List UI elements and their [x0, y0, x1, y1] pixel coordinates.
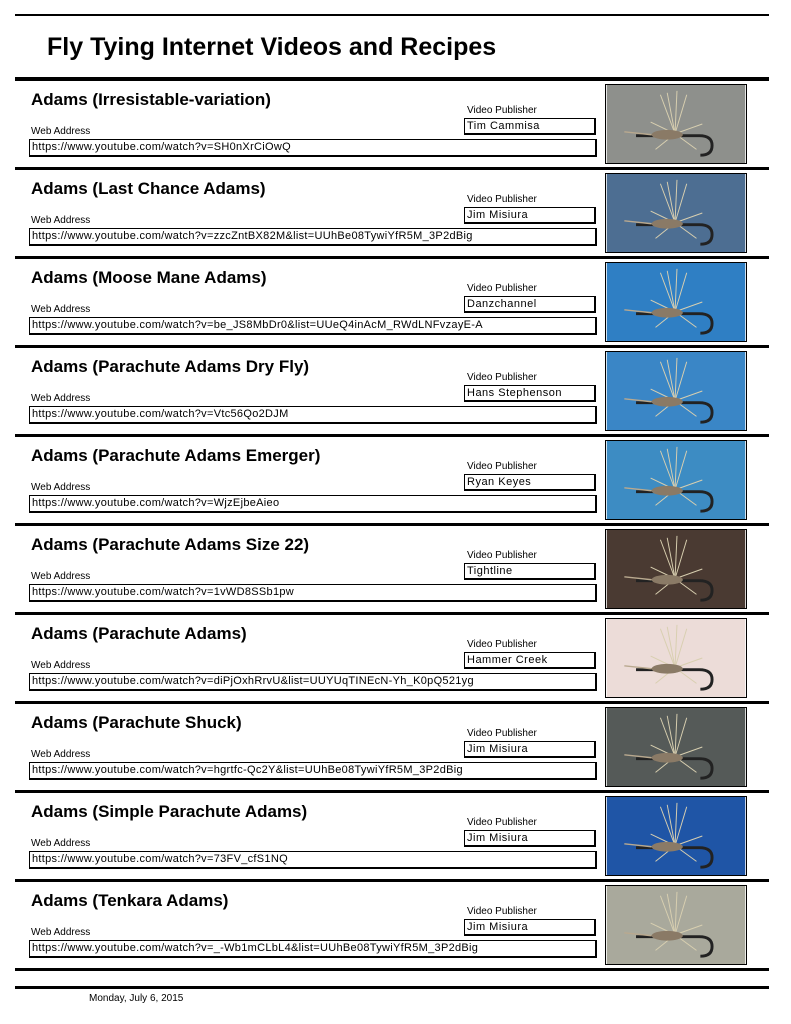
video-publisher-field[interactable]: Tightline — [464, 563, 596, 580]
web-address-field[interactable]: https://www.youtube.com/watch?v=1vWD8SSb1pw — [29, 584, 597, 602]
video-publisher-label: Video Publisher — [467, 105, 537, 116]
fly-name: Adams (Parachute Adams Dry Fly) — [31, 357, 310, 376]
entry-row — [15, 81, 769, 170]
video-publisher-field[interactable]: Danzchannel — [464, 296, 596, 313]
video-publisher-label: Video Publisher — [467, 817, 537, 828]
video-publisher-field[interactable]: Jim Misiura — [464, 741, 596, 758]
page-title: Fly Tying Internet Videos and Recipes — [47, 33, 497, 61]
fly-photo-simple-parachute — [605, 796, 747, 876]
entry-row — [15, 170, 769, 259]
video-publisher-label: Video Publisher — [467, 372, 537, 383]
web-address-label: Web Address — [31, 927, 91, 938]
fly-name: Adams (Last Chance Adams) — [31, 179, 266, 198]
web-address-label: Web Address — [31, 838, 91, 849]
web-address-label: Web Address — [31, 749, 91, 760]
web-address-field[interactable]: https://www.youtube.com/watch?v=_-Wb1mCLbL4&list=UUhBe08TywiYfR5M_3P2dBig — [29, 940, 597, 958]
fly-photo-parachute-dry — [605, 351, 747, 431]
footer-date: Monday, July 6, 2015 — [89, 993, 184, 1004]
web-address-label: Web Address — [31, 126, 91, 137]
web-address-field[interactable]: https://www.youtube.com/watch?v=zzcZntBX82M&list=UUhBe08TywiYfR5M_3P2dBig — [29, 228, 597, 246]
fly-photo-tenkara — [605, 885, 747, 965]
video-publisher-field[interactable]: Hammer Creek — [464, 652, 596, 669]
video-publisher-field[interactable]: Hans Stephenson — [464, 385, 596, 402]
fly-name: Adams (Parachute Adams) — [31, 624, 247, 643]
video-publisher-field[interactable]: Tim Cammisa — [464, 118, 596, 135]
entry-row — [15, 437, 769, 526]
fly-photo-parachute — [605, 618, 747, 698]
fly-photo-shuck — [605, 707, 747, 787]
video-publisher-label: Video Publisher — [467, 461, 537, 472]
fly-name: Adams (Tenkara Adams) — [31, 891, 229, 910]
fly-name: Adams (Parachute Adams Emerger) — [31, 446, 321, 465]
entry-row — [15, 704, 769, 793]
web-address-field[interactable]: https://www.youtube.com/watch?v=SH0nXrCiOwQ — [29, 139, 597, 157]
web-address-field[interactable]: https://www.youtube.com/watch?v=be_JS8MbDr0&list=UUeQ4inAcM_RWdLNFvzayE-A — [29, 317, 597, 335]
video-publisher-field[interactable]: Jim Misiura — [464, 830, 596, 847]
video-publisher-label: Video Publisher — [467, 906, 537, 917]
fly-name: Adams (Parachute Shuck) — [31, 713, 242, 732]
web-address-label: Web Address — [31, 571, 91, 582]
fly-name: Adams (Simple Parachute Adams) — [31, 802, 308, 821]
entry-row — [15, 882, 769, 971]
entry-list — [15, 81, 769, 971]
entry-row — [15, 259, 769, 348]
fly-photo-moose-mane — [605, 262, 747, 342]
fly-name: Adams (Irresistable-variation) — [31, 90, 271, 109]
entry-row — [15, 526, 769, 615]
video-publisher-label: Video Publisher — [467, 639, 537, 650]
video-publisher-field[interactable]: Ryan Keyes — [464, 474, 596, 491]
video-publisher-label: Video Publisher — [467, 194, 537, 205]
web-address-field[interactable]: https://www.youtube.com/watch?v=hgrtfc-Qc2Y&list=UUhBe08TywiYfR5M_3P2dBig — [29, 762, 597, 780]
fly-photo-last-chance — [605, 173, 747, 253]
entry-row — [15, 348, 769, 437]
web-address-field[interactable]: https://www.youtube.com/watch?v=WjzEjbeAieo — [29, 495, 597, 513]
web-address-field[interactable]: https://www.youtube.com/watch?v=diPjOxhRrvU&list=UUYUqTINEcN-Yh_K0pQ521yg — [29, 673, 597, 691]
entry-row — [15, 615, 769, 704]
footer-rule — [15, 986, 769, 989]
video-publisher-field[interactable]: Jim Misiura — [464, 919, 596, 936]
fly-name: Adams (Moose Mane Adams) — [31, 268, 267, 287]
web-address-field[interactable]: https://www.youtube.com/watch?v=Vtc56Qo2DJM — [29, 406, 597, 424]
video-publisher-label: Video Publisher — [467, 728, 537, 739]
fly-photo-irresistable — [605, 84, 747, 164]
web-address-label: Web Address — [31, 304, 91, 315]
web-address-label: Web Address — [31, 482, 91, 493]
web-address-label: Web Address — [31, 660, 91, 671]
fly-photo-parachute-emerger — [605, 440, 747, 520]
web-address-label: Web Address — [31, 393, 91, 404]
video-publisher-label: Video Publisher — [467, 550, 537, 561]
video-publisher-field[interactable]: Jim Misiura — [464, 207, 596, 224]
fly-photo-size-22 — [605, 529, 747, 609]
fly-name: Adams (Parachute Adams Size 22) — [31, 535, 310, 554]
entry-row — [15, 793, 769, 882]
web-address-label: Web Address — [31, 215, 91, 226]
top-rule — [15, 14, 769, 16]
web-address-field[interactable]: https://www.youtube.com/watch?v=73FV_cfS1NQ — [29, 851, 597, 869]
video-publisher-label: Video Publisher — [467, 283, 537, 294]
